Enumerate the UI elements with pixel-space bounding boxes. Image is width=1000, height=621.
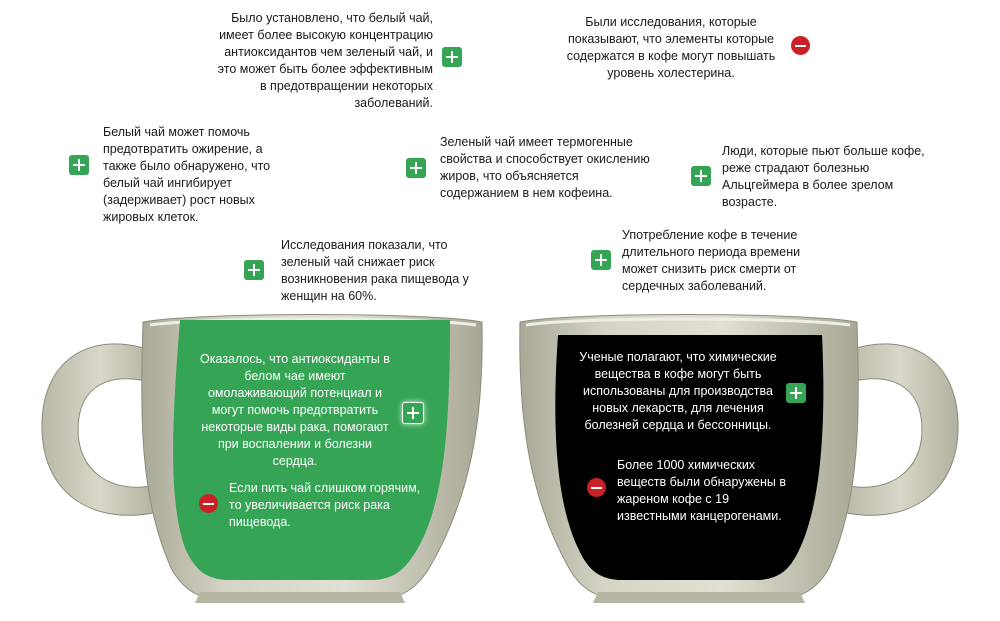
minus-icon <box>199 494 218 513</box>
fact-coffee-cholesterol: Были исследования, которые показывают, что элементы которые содержатся в кофе могут повышать уровень холестерина. <box>566 15 776 80</box>
coffee-cup-plus-text: Ученые полагают, что химические вещества в кофе могут быть использованы для производства новых лекарств, для лечения болезней сердца и бессонницы. <box>579 350 777 432</box>
fact-green-tea-thermogenic: Зеленый чай имеет термогенные свойства и способствует окислению жиров, что объясняется содержанием в нем кофеина. <box>440 135 650 200</box>
fact-green-tea-cancer: Исследования показали, что зеленый чай снижает риск возникновения рака пищевода у женщин на 60%. <box>281 238 469 303</box>
plus-icon <box>244 260 264 280</box>
tea-cup-plus-text: Оказалось, что антиоксиданты в белом чае имеют омолаживающий потенциал и могут помочь предотвратить некоторые виды рака, помогают при воспалении и болезни сердца. <box>200 352 390 468</box>
fact-white-tea-obesity: Белый чай может помочь предотвратить ожирение, а также было обнаружено, что белый чай ингибирует (задерживает) рост новых жировых клеток. <box>103 125 271 224</box>
coffee-cup-minus-text: Более 1000 химических веществ были обнаружены в жареном кофе с 19 известными канцерогенами. <box>617 458 787 523</box>
plus-icon <box>786 383 806 403</box>
fact-coffee-alzheimer: Люди, которые пьют больше кофе, реже страдают болезнью Альцгеймера в более зрелом возрасте. <box>722 144 925 209</box>
plus-icon <box>69 155 89 175</box>
fact-coffee-heart: Употребление кофе в течение длительного периода времени может снизить риск смерти от сердечных заболеваний. <box>622 228 801 293</box>
plus-icon <box>591 250 611 270</box>
minus-icon <box>587 478 606 497</box>
minus-icon <box>791 36 810 55</box>
tea-cup-minus-text: Если пить чай слишком горячим, то увеличивается риск рака пищевода. <box>229 481 421 529</box>
plus-icon <box>691 166 711 186</box>
plus-icon <box>442 47 462 67</box>
fact-white-tea-antioxidants: Было установлено, что белый чай, имеет более высокую концентрацию антиоксидантов чем зеленый чай, и это может быть более эффективным в предотвращении некоторых заболеваний. <box>217 11 433 110</box>
plus-icon <box>402 402 424 424</box>
plus-icon <box>406 158 426 178</box>
